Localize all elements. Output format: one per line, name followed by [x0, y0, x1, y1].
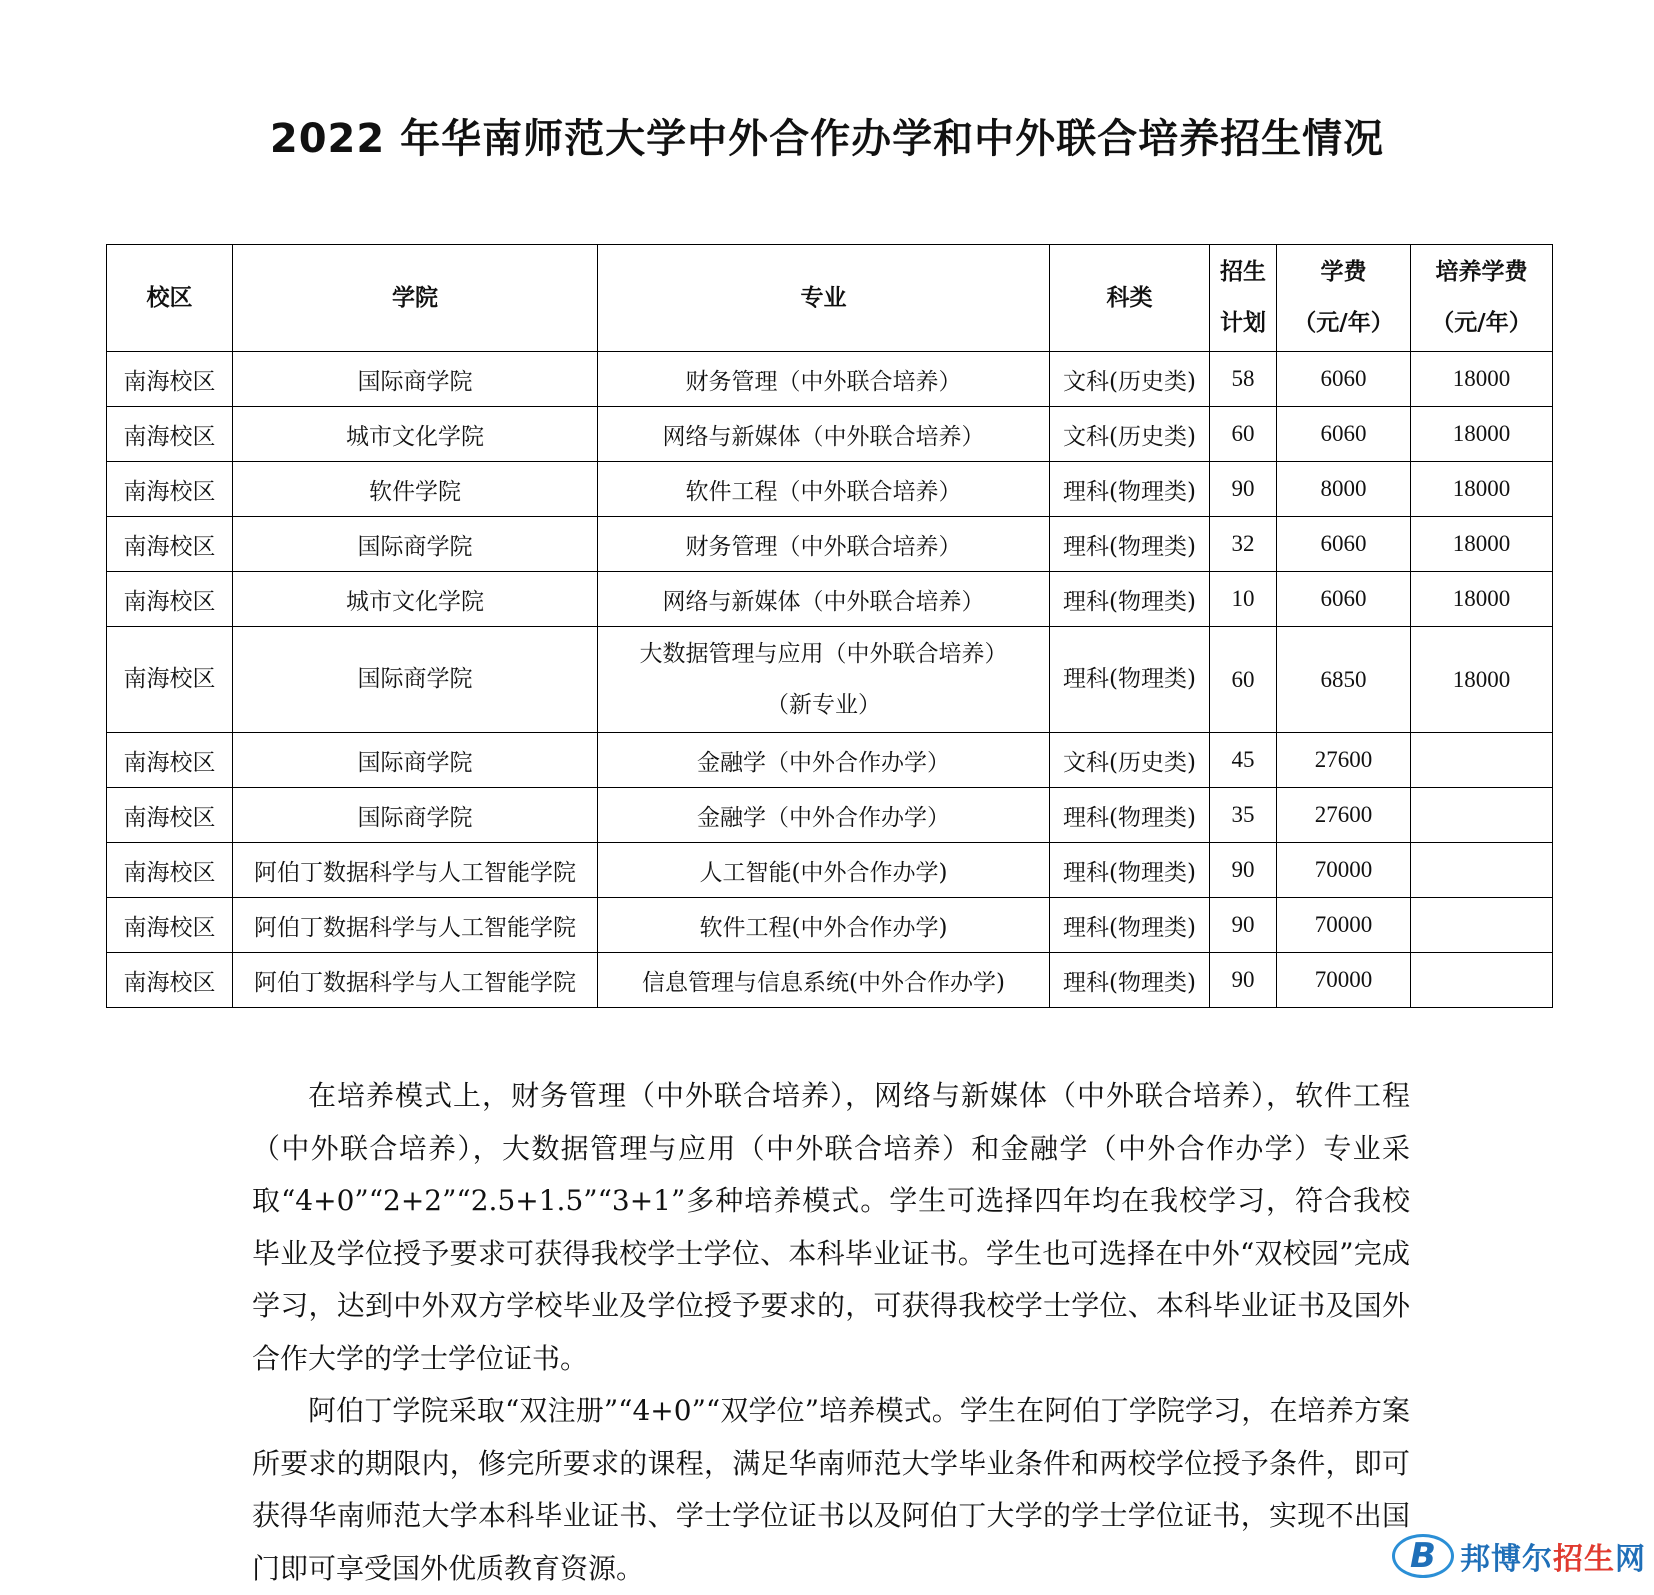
table-row — [107, 788, 1553, 843]
cell-training-fee: 18000 — [1411, 627, 1553, 733]
cell-plan: 90 — [1210, 462, 1277, 517]
table-row — [107, 407, 1553, 462]
cell-plan: 90 — [1210, 953, 1277, 1008]
cell-college: 城市文化学院 — [233, 572, 598, 627]
brand-name-tail: 网 — [1615, 1542, 1646, 1577]
cell-major: 财务管理（中外联合培养） — [598, 352, 1050, 407]
cell-plan: 45 — [1210, 733, 1277, 788]
cell-major — [598, 627, 1050, 733]
body-text — [252, 1070, 1410, 1595]
table-row — [107, 843, 1553, 898]
header-tuition-line1: 学费 — [1320, 259, 1367, 285]
cell-college: 阿伯丁数据科学与人工智能学院 — [233, 843, 598, 898]
cell-category: 理科(物理类) — [1050, 517, 1210, 572]
header-plan-line2: 计划 — [1220, 310, 1266, 336]
header-training-fee-line2: （元/年） — [1431, 310, 1532, 336]
header-category: 科类 — [1050, 245, 1210, 352]
cell-category: 理科(物理类) — [1050, 462, 1210, 517]
cell-category: 文科(历史类) — [1050, 407, 1210, 462]
cell-tuition: 27600 — [1277, 788, 1411, 843]
cell-category: 文科(历史类) — [1050, 352, 1210, 407]
cell-major: 金融学（中外合作办学） — [598, 733, 1050, 788]
cell-campus: 南海校区 — [107, 898, 233, 953]
cell-training-fee: 18000 — [1411, 462, 1553, 517]
table-row — [107, 352, 1553, 407]
cell-plan: 60 — [1210, 627, 1277, 733]
cell-plan: 10 — [1210, 572, 1277, 627]
cell-major-line2: （新专业） — [766, 691, 881, 718]
cell-training-fee — [1411, 953, 1553, 1008]
brand-name-main: 邦博尔 — [1460, 1542, 1553, 1577]
cell-campus: 南海校区 — [107, 733, 233, 788]
cell-tuition: 8000 — [1277, 462, 1411, 517]
cell-campus: 南海校区 — [107, 627, 233, 733]
cell-category: 理科(物理类) — [1050, 788, 1210, 843]
cell-campus: 南海校区 — [107, 788, 233, 843]
cell-college: 阿伯丁数据科学与人工智能学院 — [233, 898, 598, 953]
cell-category: 文科(历史类) — [1050, 733, 1210, 788]
cell-training-fee — [1411, 733, 1553, 788]
header-tuition-line2: （元/年） — [1293, 310, 1394, 336]
table-row — [107, 517, 1553, 572]
cell-college: 城市文化学院 — [233, 407, 598, 462]
paragraph-training-modes: 在培养模式上，财务管理（中外联合培养），网络与新媒体（中外联合培养），软件工程（中外联合培养），大数据管理与应用（中外联合培养）和金融学（中外合作办学）专业采取“4+0”“2+2”“2.5+1.5”“3+1”多种培养模式。学生可选择四年均在我校学习，符合我校毕业及学位授予要求可获得我校学士学位、本科毕业证书。学生也可选择在中外“双校园”完成学习，达到中外双方学校毕业及学位授予要求的，可获得我校学士学位、本科毕业证书及国外合作大学的学士学位证书。 — [252, 1079, 1410, 1375]
cell-college: 国际商学院 — [233, 788, 598, 843]
cell-plan: 35 — [1210, 788, 1277, 843]
cell-major: 信息管理与信息系统(中外合作办学) — [598, 953, 1050, 1008]
header-major: 专业 — [598, 245, 1050, 352]
cell-campus: 南海校区 — [107, 843, 233, 898]
cell-major: 金融学（中外合作办学） — [598, 788, 1050, 843]
brand-name — [1460, 1534, 1646, 1578]
cell-college: 阿伯丁数据科学与人工智能学院 — [233, 953, 598, 1008]
header-plan-line1: 招生 — [1220, 259, 1266, 285]
cell-training-fee: 18000 — [1411, 407, 1553, 462]
cell-college: 软件学院 — [233, 462, 598, 517]
table-row — [107, 733, 1553, 788]
cell-category: 理科(物理类) — [1050, 572, 1210, 627]
cell-tuition: 27600 — [1277, 733, 1411, 788]
paragraph-aberdeen: 阿伯丁学院采取“双注册”“4+0”“双学位”培养模式。学生在阿伯丁学院学习，在培养方案所要求的期限内，修完所要求的课程，满足华南师范大学毕业条件和两校学位授予条件，即可获得华南师范大学本科毕业证书、学士学位证书以及阿伯丁大学的学士学位证书，实现不出国门即可享受国外优质教育资源。 — [252, 1394, 1410, 1585]
cell-category: 理科(物理类) — [1050, 843, 1210, 898]
header-training-fee-line1: 培养学费 — [1435, 259, 1528, 285]
cell-tuition: 70000 — [1277, 898, 1411, 953]
site-watermark — [1392, 1534, 1646, 1578]
cell-major: 软件工程(中外合作办学) — [598, 898, 1050, 953]
cell-major-line1: 大数据管理与应用（中外联合培养） — [639, 640, 1008, 667]
cell-category: 理科(物理类) — [1050, 953, 1210, 1008]
cell-training-fee: 18000 — [1411, 517, 1553, 572]
header-training-fee — [1411, 245, 1553, 352]
cell-campus: 南海校区 — [107, 517, 233, 572]
table-row — [107, 572, 1553, 627]
cell-college: 国际商学院 — [233, 352, 598, 407]
cell-tuition: 6850 — [1277, 627, 1411, 733]
cell-tuition: 70000 — [1277, 953, 1411, 1008]
cell-major: 财务管理（中外联合培养） — [598, 517, 1050, 572]
table-row — [107, 462, 1553, 517]
cell-tuition: 6060 — [1277, 572, 1411, 627]
header-tuition — [1277, 245, 1411, 352]
cell-college: 国际商学院 — [233, 627, 598, 733]
header-campus: 校区 — [107, 245, 233, 352]
cell-plan: 90 — [1210, 898, 1277, 953]
cell-college: 国际商学院 — [233, 517, 598, 572]
cell-training-fee — [1411, 843, 1553, 898]
cell-training-fee: 18000 — [1411, 572, 1553, 627]
table-row — [107, 898, 1553, 953]
cell-training-fee — [1411, 788, 1553, 843]
cell-plan: 60 — [1210, 407, 1277, 462]
cell-category: 理科(物理类) — [1050, 898, 1210, 953]
brand-logo-icon: B — [1392, 1534, 1454, 1578]
cell-plan: 32 — [1210, 517, 1277, 572]
brand-name-accent: 招生 — [1553, 1542, 1615, 1577]
header-college: 学院 — [233, 245, 598, 352]
cell-major: 人工智能(中外合作办学) — [598, 843, 1050, 898]
cell-tuition: 6060 — [1277, 517, 1411, 572]
enrollment-table — [106, 244, 1553, 1008]
cell-plan: 90 — [1210, 843, 1277, 898]
page-title: 2022 年华南师范大学中外合作办学和中外联合培养招生情况 — [269, 115, 1385, 162]
cell-campus: 南海校区 — [107, 407, 233, 462]
table-header-row — [107, 245, 1553, 352]
cell-major: 网络与新媒体（中外联合培养） — [598, 407, 1050, 462]
cell-college: 国际商学院 — [233, 733, 598, 788]
cell-major: 网络与新媒体（中外联合培养） — [598, 572, 1050, 627]
cell-tuition: 6060 — [1277, 407, 1411, 462]
cell-major: 软件工程（中外联合培养） — [598, 462, 1050, 517]
cell-tuition: 70000 — [1277, 843, 1411, 898]
cell-plan: 58 — [1210, 352, 1277, 407]
table-row — [107, 953, 1553, 1008]
cell-tuition: 6060 — [1277, 352, 1411, 407]
cell-campus: 南海校区 — [107, 352, 233, 407]
cell-training-fee — [1411, 898, 1553, 953]
cell-category: 理科(物理类) — [1050, 627, 1210, 733]
cell-campus: 南海校区 — [107, 572, 233, 627]
header-plan — [1210, 245, 1277, 352]
cell-training-fee: 18000 — [1411, 352, 1553, 407]
cell-campus: 南海校区 — [107, 462, 233, 517]
table-row — [107, 627, 1553, 733]
cell-campus: 南海校区 — [107, 953, 233, 1008]
